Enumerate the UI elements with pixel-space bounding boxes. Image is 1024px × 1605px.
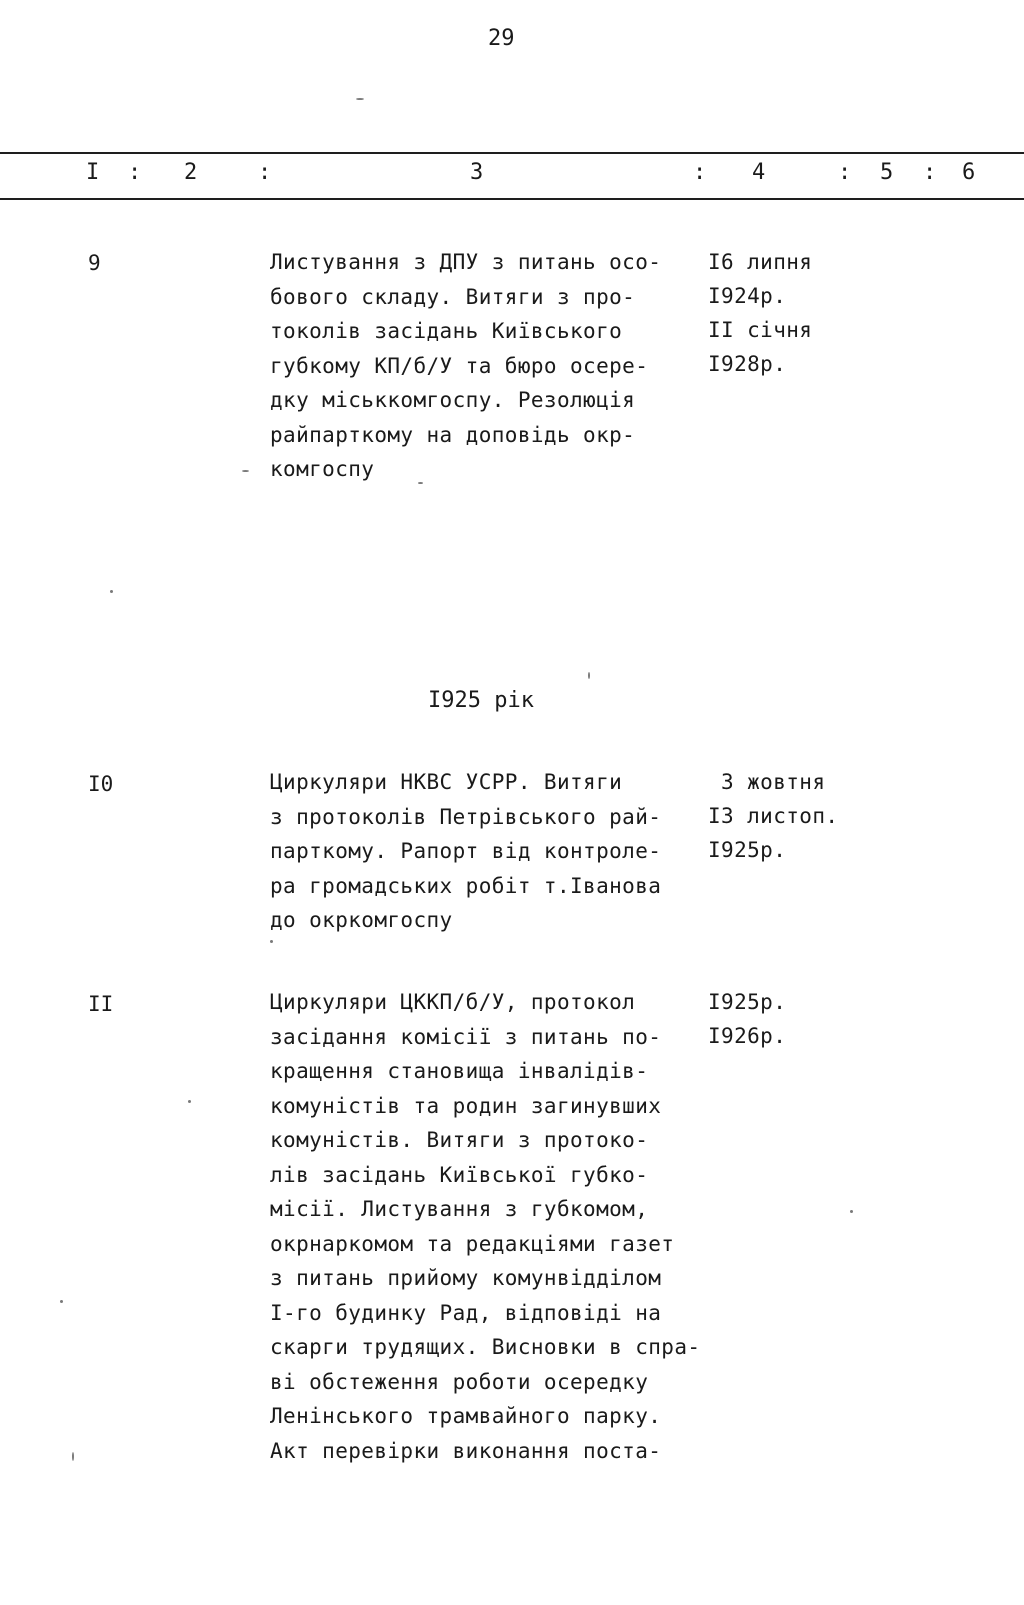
scan-speck xyxy=(242,470,249,472)
description-line: Ленінського трамвайного парку. xyxy=(270,1404,662,1428)
description-line: комгоспу xyxy=(270,457,375,481)
entry-dates xyxy=(708,765,838,867)
date-line: II січня xyxy=(708,318,813,342)
description-line: бового складу. Витяги з про- xyxy=(270,284,636,309)
entry-dates xyxy=(708,245,812,381)
date-line: I924р. xyxy=(708,284,787,308)
column-separator: : xyxy=(838,160,852,185)
scan-speck xyxy=(270,940,273,943)
date-line: 3 жовтня xyxy=(708,770,826,794)
description-line: I-го будинку Рад, відповіді на xyxy=(270,1300,662,1325)
description-line: парткому. Рапорт від контроле- xyxy=(270,839,662,863)
scan-speck xyxy=(588,672,590,679)
entry-description xyxy=(270,985,700,1468)
description-line: з протоколів Петрівського рай- xyxy=(270,804,662,829)
description-line: губкому КП/б/У та бюро осере- xyxy=(270,353,649,378)
description-line: Циркуляри ЦККП/б/У, протокол xyxy=(270,990,636,1014)
column-header-1: I xyxy=(86,160,100,185)
date-line: I928р. xyxy=(708,352,787,376)
description-line: окрнаркомом та редакціями газет xyxy=(270,1231,675,1256)
column-separator: : xyxy=(128,160,142,185)
description-line: ра громадських робіт т.Іванова xyxy=(270,873,662,898)
entry-dates xyxy=(708,985,786,1053)
entry-number: 9 xyxy=(88,251,101,275)
description-line: Листування з ДПУ з питань осо- xyxy=(270,250,662,274)
column-header-3: 3 xyxy=(470,160,484,185)
date-line: I3 листоп. xyxy=(708,804,839,828)
description-line: до окркомгоспу xyxy=(270,908,453,932)
date-line: I6 липня xyxy=(708,250,813,274)
scan-speck xyxy=(356,98,364,100)
description-line: Акт перевірки виконання поста- xyxy=(270,1438,662,1463)
scan-speck xyxy=(418,482,423,484)
description-line: райпарткому на доповідь окр- xyxy=(270,422,636,447)
entry-number: I0 xyxy=(88,772,114,796)
description-line: Циркуляри НКВС УСРР. Витяги xyxy=(270,770,623,794)
scan-speck xyxy=(188,1100,191,1103)
description-line: місії. Листування з губкомом, xyxy=(270,1197,649,1221)
description-line: лів засідань Київської губко- xyxy=(270,1162,649,1187)
scan-speck xyxy=(850,1210,853,1213)
description-line: дку міськкомгоспу. Резолюція xyxy=(270,388,636,412)
table-header-rule-bottom xyxy=(0,198,1024,200)
description-line: комуністів. Витяги з протоко- xyxy=(270,1128,649,1152)
column-header-6: 6 xyxy=(962,160,976,185)
description-line: комуністів та родин загинувших xyxy=(270,1093,662,1118)
column-separator: : xyxy=(693,160,707,185)
scan-speck xyxy=(60,1300,63,1303)
entry-number: II xyxy=(88,992,114,1016)
column-header-2: 2 xyxy=(184,160,198,185)
entry-description xyxy=(270,245,700,487)
description-line: засідання комісії з питань по- xyxy=(270,1024,662,1049)
column-separator: : xyxy=(258,160,272,185)
description-line: кращення становища інвалідів- xyxy=(270,1059,649,1083)
date-line: I925р. xyxy=(708,838,787,862)
table-header-rule-top xyxy=(0,152,1024,154)
description-line: ві обстеження роботи осередку xyxy=(270,1369,649,1394)
description-line: з питань прийому комунвідділом xyxy=(270,1266,662,1290)
column-header-5: 5 xyxy=(880,160,894,185)
page-number: 29 xyxy=(488,26,515,51)
column-separator: : xyxy=(923,160,937,185)
date-line: I926р. xyxy=(708,1024,787,1048)
scan-speck xyxy=(110,590,113,593)
description-line: скарги трудящих. Висновки в спра- xyxy=(270,1335,701,1359)
year-heading: I925 рік xyxy=(428,688,534,713)
scan-speck xyxy=(72,1452,74,1461)
date-line: I925р. xyxy=(708,990,787,1014)
description-line: токолів засідань Київського xyxy=(270,319,623,343)
entry-description xyxy=(270,765,700,938)
column-header-4: 4 xyxy=(752,160,766,185)
